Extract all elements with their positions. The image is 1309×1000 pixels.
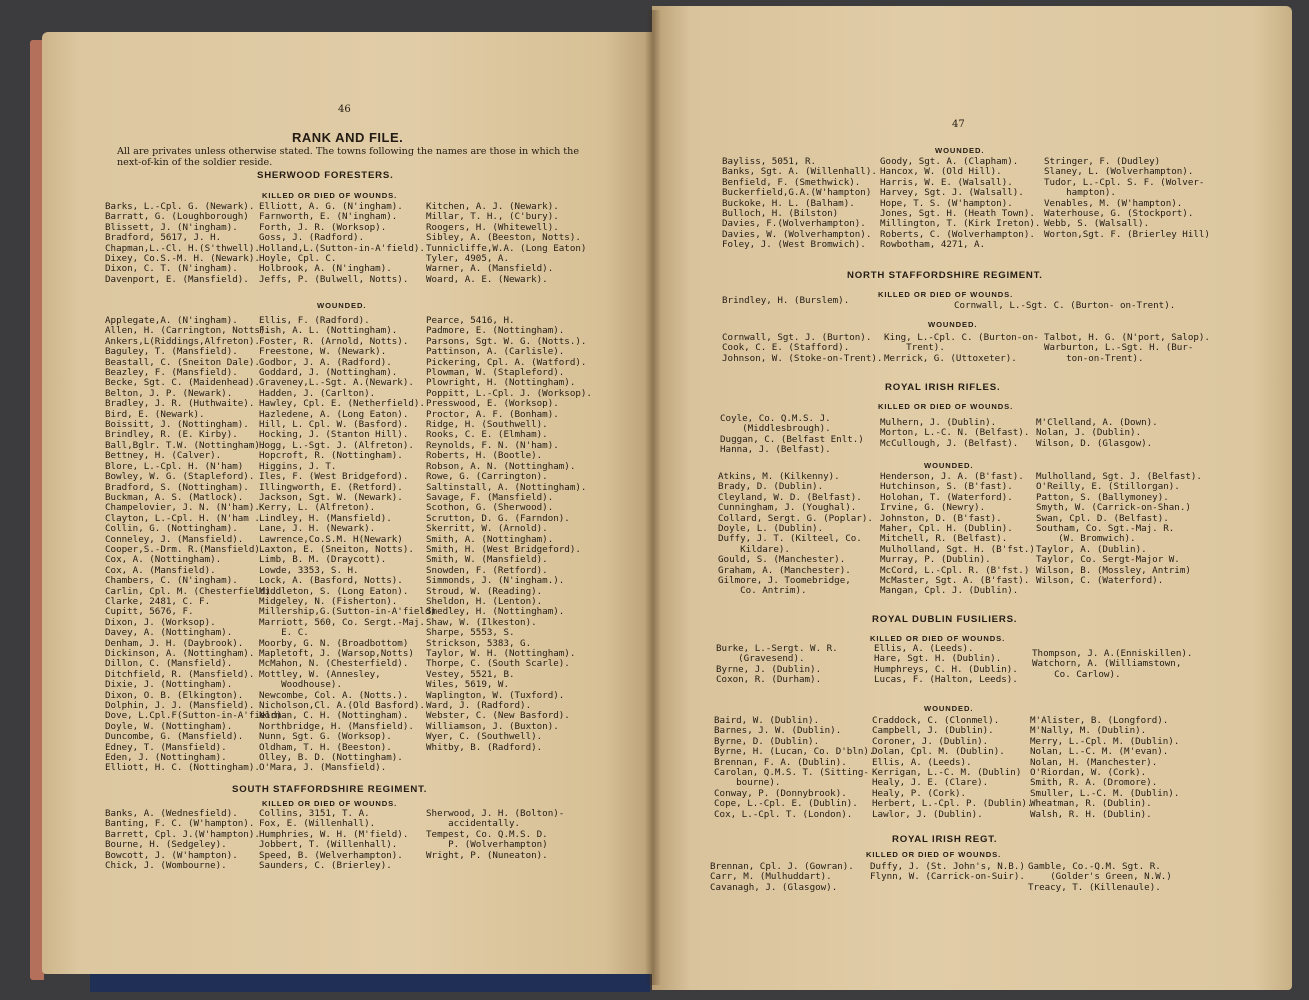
page-title: RANK AND FILE.	[292, 130, 404, 145]
name-column: King, L.-Cpl. C. (Burton-on- Trent). Merrick, G. (Uttoxeter).	[884, 332, 1039, 364]
page-number: 47	[952, 119, 965, 130]
name-column: Ellis, A. (Leeds). Hare, Sgt. H. (Dublin). Humphreys, C. H. (Dublin). Lucas, F. (Halton, Leeds).	[874, 643, 1018, 686]
section-heading-irish-regt: ROYAL IRISH REGT.	[892, 834, 998, 845]
subheading-killed: KILLED OR DIED OF WOUNDS.	[878, 402, 1014, 411]
subheading-killed: KILLED OR DIED OF WOUNDS.	[262, 799, 398, 808]
section-heading-irish-rifles: ROYAL IRISH RIFLES.	[885, 382, 1001, 393]
name-column: Talbot, H. G. (N'port, Salop). Warburton, L.-Sgt. H. (Bur- ton-on-Trent).	[1044, 332, 1210, 364]
name-column: Sherwood, J. H. (Bolton)- accidentally. Tempest, Co. Q.M.S. D. P. (Wolverhampton) Wright, P. (Nuneaton).	[426, 808, 565, 861]
name-column: Mulhern, J. (Dublin). Morton, L.-C. N. (Belfast). McCullough, J. (Belfast).	[880, 417, 1030, 449]
subheading-wounded: WOUNDED.	[317, 301, 367, 310]
name-column: Kitchen, A. J. (Newark). Millar, T. H., (C'bury). Roogers, H. (Whitewell). Sibley, A. (Beeston, Notts). Tunnicliffe,W.A. (Long Eaton) Tyler, 4905, A. Warner, A. (Mansfield). Woard, A. E. (Newark).	[426, 201, 587, 285]
subheading-killed: KILLED OR DIED OF WOUNDS.	[262, 191, 398, 200]
name-column: Elliott, A. G. (N'ingham). Farnworth, E. (N'ingham). Forth, J. R. (Worksop). Goss, J. (Radford). Holland,L.(Sutton-in-A'field). Hoyle, Cpl. C. Holbrook, A. (N'ingham). Jeffs, P. (Bulwell, Notts).	[259, 201, 425, 285]
name-column: Henderson, J. A. (B'fast). Hutchinson, S. (B'fast). Holohan, T. (Waterford). Irvine, G. (Newry). Johnston, D. (B'fast). Maher, Cpl. H. (Dublin). Mitchell, R. (Belfast). Mulholland, Sgt. H. (B'fst.) Murray, P. (Dublin). McCord, L.-Cpl. R. (B'fst.) McMaster, Sgt. A. (B'fast). Mangan, Cpl. J. (Dublin).	[880, 471, 1035, 597]
right-page	[652, 6, 1292, 990]
subheading-wounded: WOUNDED.	[935, 146, 985, 155]
subheading-killed: KILLED OR DIED OF WOUNDS.	[878, 290, 1014, 299]
subheading-killed: KILLED OR DIED OF WOUNDS.	[870, 634, 1006, 643]
name-column: Burke, L.-Sergt. W. R. (Gravesend). Byrne, J. (Dublin). Coxon, R. (Durham).	[716, 643, 838, 686]
section-heading-dublin-fusiliers: ROYAL DUBLIN FUSILIERS.	[872, 614, 1018, 625]
section-heading-south-staffs: SOUTH STAFFORDSHIRE REGIMENT.	[232, 784, 428, 795]
name-column: Applegate,A. (N'ingham). Allen, H. (Carrington, Notts). Ankers,L(Riddings,Alfreton). Baguley, T. (Mansfield). Beastall, C. (Sneiton Dale). Beazley, F. (Mansfield). Becke, Sgt. C. (Maidenhead). Belton, J. P. (Newark). Bradley, J. R. (Huthwaite). Bird, E. (Newark). Boissitt, J. (Nottingham). Brindley, R. (E. Kirby). Ball,Bglr. T.W. (Nottingham). Bettney, H. (Calver). Blore, L.-Cpl. H. (N'ham) Bowley, W. G. (Stapleford). Bradford, S. (Nottingham). Buckman, A. S. (Matlock). Champelovier, J. N. (N'ham). Clayton, L.-Cpl. H. (N'ham . Collin, G. (Nottingham). Conneley, J. (Mansfield). Cooper,S.-Drm. R.(Mansfield). Cox, A. (Nottingham). Cox, A. (Mansfield). Chambers, C. (N'ingham). Carlin, Cpl. M. (Chesterfield). Clarke, 2481, C. F. Cupitt, 5676, F. Dixon, J. (Worksop). Davey, A. (Nottingham). Denham, J. H. (Daybrook). Dickinson, A. (Nottingham). Dillon, C. (Mansfield). Ditchfield, R. (Mansfield). Dixie, J. (Nottingham). Dixon, O. B. (Elkington). Dolphin, J. J. (Mansfield). Dove, L.Cpl.F(Sutton-in-A'field) Doyle, W. (Nottingham). Duncombe, G. (Mansfield). Edney, T. (Mansfield). Eden, J. (Nottingham). Elliott, H. C. (Nottingham).	[105, 315, 283, 774]
name-column: Bayliss, 5051, R. Banks, Sgt. A. (Willenhall). Benfield, F. (Smethwick). Buckerfield,G.A.(W'hampton) Buckoke, H. L. (Balham). Bulloch, H. (Bilston) Davies, F.(Wolverhampton). Davies, W. (Wolverhampton). Foley, J. (West Bromwich).	[722, 156, 877, 251]
section-heading-north-staffs: NORTH STAFFORDSHIRE REGIMENT.	[847, 270, 1043, 281]
name-column: Cornwall, L.-Sgt. C. (Burton- on-Trent).	[954, 300, 1176, 311]
section-heading-sherwood: SHERWOOD FORESTERS.	[257, 170, 394, 181]
name-column: Baird, W. (Dublin). Barnes, J. W. (Dublin). Byrne, D. (Dublin). Byrne, H. (Lucan, Co. D'bln). Brennan, F. A. (Dublin). Carolan, Q.M.S. T. (Sitting- bourne). Conway, P. (Donnybrook). Cope, L.-Cpl. E. (Dublin). Cox, L.-Cpl. T. (London).	[714, 715, 875, 820]
name-column: Banks, A. (Wednesfield). Banting, F. C. (W'hampton). Barrett, Cpl. J.(W'hampton). Bourne, H. (Sedgeley). Bowcott, J. (W'hampton). Chick, J. (Wombourne).	[105, 808, 260, 872]
page-number: 46	[338, 104, 351, 115]
subheading-wounded: WOUNDED.	[928, 320, 978, 329]
name-column: Ellis, F. (Radford). Fish, A. L. (Nottingham). Foster, R. (Arnold, Notts). Freestone, W. (Newark). Godbor, J. A. (Radford). Goddard, J. (Nottingham). Graveney,L.-Sgt. A.(Newark). Hadden, J. (Carlton). Hawley, Cpl. E. (Netherfield). Hazledene, A. (Long Eaton). Hill, L. Cpl. W. (Basford). Hocking, J. (Stanton Hill). Hogg, L.-Sgt. J. (Alfreton). Hopcroft, R. (Nottingham). Higgins, J. T. Iles, F. (West Bridgeford). Illingworth, E. (Retford). Jackson, Sgt. W. (Newark). Kerry, L. (Alfreton). Lindley, H. (Mansfield). Lane, J. H. (Newark). Lawrence,Co.S.M. H(Newark) Laxton, E. (Sneiton, Notts). Limb, B. M. (Draycott). Lowde, 3353, S. H. Lock, A. (Basford, Notts). Middleton, S. (Long Eaton). Midgeley, N. (Fisherton). Millership,G.(Sutton-in-A'field) Marriott, 560, Co. Sergt.-Maj. E. C. Moorby, G. N. (Broadbottom) Mapletoft, J. (Warsop,Notts) McMahon, N. (Chesterfield). Mottley, W. (Annesley, Woodhouse). Newcombe, Col. A. (Notts.). Nicholson,Cl. A.(Old Basford). Norman, C. H. (Nottingham). Northbridge, H. (Mansfield). Nunn, Sgt. G. (Worksop). Oldham, T. H. (Beeston). Olley, B. D. (Nottingham). O'Mara, J. (Mansfield).	[259, 315, 437, 774]
subheading-wounded: WOUNDED.	[924, 704, 974, 713]
name-column: Atkins, M. (Kilkenny). Brady, D. (Dublin). Cleyland, W. D. (Belfast). Cunningham, J. (Youghal). Collard, Sergt. G. (Poplar). Doyle, L. (Dublin). Duffy, J. T. (Kilteel, Co. Kildare). Gould, S. (Manchester). Graham, A. (Manchester). Gilmore, J. Toomebridge, Co. Antrim).	[718, 471, 873, 597]
left-page	[42, 32, 654, 974]
name-column: Barks, L.-Cpl. G. (Newark). Barratt, G. (Loughborough) Blissett, J. (N'ingham). Bradford, 5617, J. H. Chapman,L.-Cl. H.(S'thwell). Dixey, Co.S.-M. H. (Newark). Dixon, C. T. (N'ingham). Davenport, E. (Mansfield).	[105, 201, 260, 285]
subheading-wounded: WOUNDED.	[924, 461, 974, 470]
intro-text: All are privates unless otherwise stated. The towns following the names are those in which the next-of-kin of the soldier reside.	[117, 146, 580, 168]
name-column: M'Clelland, A. (Down). Nolan, J. (Dublin). Wilson, D. (Glasgow).	[1036, 417, 1158, 449]
name-column: Craddock, C. (Clonmel). Campbell, J. (Dublin). Coroner, J. (Dublin). Dolan, Cpl. M. (Dublin). Ellis, A. (Leeds). Kerrigan, L.-C. M. (Dublin) Healy, J. E. (Clare). Healy, P. (Cork). Herbert, L.-Cpl. P. (Dublin). Lawlor, J. (Dublin).	[872, 715, 1033, 820]
name-column: Pearce, 5416, H. Padmore, E. (Nottingham). Parsons, Sgt. W. G. (Notts.). Pattinson, A. (Carlisle). Pickering, Cpl. A. (Watford). Plowman, W. (Stapleford). Plowright, H. (Nottingham). Poppitt, L.-Cpl. J. (Worksop). Presswood, E. (Worksop). Proctor, A. F. (Bonham). Ridge, H. (Southwell). Rooks, C. E. (Elmham). Reynolds, F. N. (N'ham). Roberts, H. (Bootle). Robson, A. N. (Nottingham). Rowe, G. (Carrington). Saltinstall, A. (Nottingham). Savage, F. (Mansfield). Scothon, G. (Sherwood). Scrutton, D. G. (Farndon). Skerritt, W. (Arnold). Smith, A. (Nottingham). Smith, H. (West Bridgeford). Smith, W. (Mansfield). Snowden, F. (Retford). Simmonds, J. (N'ingham.). Stroud, W. (Reading). Sheldon, H. (Lenton). Smedley, H. (Nottingham). Shaw, W. (Ilkeston). Sharpe, 5553, S. Strickson, 5383, G. Taylor, W. H. (Nottingham). Thorpe, C. (South Scarle). Vestey, 5521, B. Wiles, 5619, W. Waplington, W. (Tuxford). Ward, J. (Radford). Webster, C. (New Basford). Williamson, J. (Buxton). Wyer, C. (Southwell). Whitby, B. (Radford).	[426, 315, 592, 753]
name-column: Collins, 3151, T. A. Fox, E. (Willenhall). Humphries, W. H. (M'field). Jobbert, T. (Willenhall). Speed, B. (Welverhampton). Saunders, C. (Brierley).	[259, 808, 409, 872]
name-column: Gamble, Co.-Q.M. Sgt. R. (Golder's Green, N.W.) Treacy, T. (Killenaule).	[1028, 861, 1172, 893]
name-column: Duffy, J. (St. John's, N.B.) Flynn, W. (Carrick-on-Suir).	[870, 861, 1025, 883]
name-column: Brindley, H. (Burslem).	[722, 295, 850, 306]
name-column: Goody, Sgt. A. (Clapham). Hancox, W. (Old Hill). Harris, W. E. (Walsall). Harvey, Sgt. J. (Walsall). Hope, T. S. (W'hampton). Jones, Sgt. H. (Heath Town). Millington, T. (Kirk Ireton). Roberts, C. (Wolverhampton). Rowbotham, 4271, A.	[880, 156, 1041, 251]
book-gutter	[645, 10, 661, 985]
name-column: M'Alister, B. (Longford). M'Nally, M. (Dublin). Merry, L.-Cpl. M. (Dublin). Nolan, L.-C. M. (M'evan). Nolan, H. (Manchester). O'Riordan, W. (Cork). Smith, R. A. (Dromore). Smuller, L.-C. M. (Dublin). Wheatman, R. (Dublin). Walsh, R. H. (Dublin).	[1030, 715, 1180, 820]
subheading-killed: KILLED OR DIED OF WOUNDS.	[866, 850, 1002, 859]
name-column: Brennan, Cpl. J. (Gowran). Carr, M. (Mulhuddart). Cavanagh, J. (Glasgow).	[710, 861, 854, 893]
name-column: Thompson, J. A.(Enniskillen). Watchorn, A. (Williamstown, Co. Carlow).	[1032, 648, 1193, 680]
name-column: Coyle, Co. Q.M.S. J. (Middlesbrough). Duggan, C. (Belfast Enlt.) Hanna, J. (Belfast).	[720, 413, 864, 456]
name-column: Stringer, F. (Dudley) Slaney, L. (Wolverhampton). Tudor, L.-Cpl. S. F. (Wolver- hampton). Venables, M. (W'hampton). Waterhouse, G. (Stockport). Webb, S. (Walsall). Worton,Sgt. F. (Brierley Hill)	[1044, 156, 1210, 240]
name-column: Mulholland, Sgt. J. (Belfast). O'Reilly, E. (Stillorgan). Patton, S. (Ballymoney). Smyth, W. (Carrick-on-Shan.) Swan, Cpl. D. (Belfast). Southam, Co. Sgt.-Maj. R. (W. Bromwich). Taylor, A. (Dublin). Taylor, Co. Sergt-Major W. Wilson, B. (Mossley, Antrim) Wilson, C. (Waterford).	[1036, 471, 1202, 587]
name-column: Cornwall, Sgt. J. (Burton). Cook, C. E. (Stafford). Johnson, W. (Stoke-on-Trent).	[722, 332, 883, 364]
